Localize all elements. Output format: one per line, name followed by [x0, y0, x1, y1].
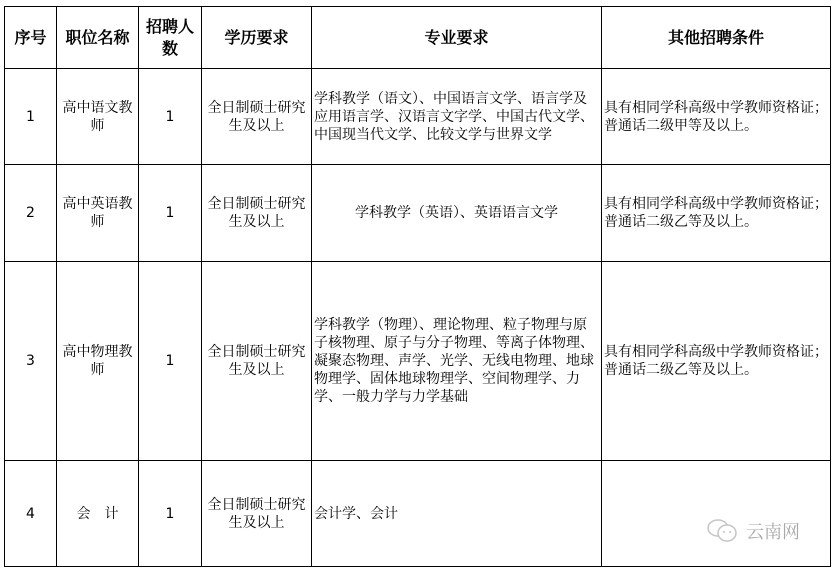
cell-other — [602, 461, 831, 567]
cell-count: 1 — [139, 461, 202, 567]
table-row — [5, 165, 831, 262]
table-row — [5, 69, 831, 165]
cell-no: 4 — [5, 461, 57, 567]
cell-education: 全日制硕士研究生及以上 — [202, 69, 312, 165]
header-major: 专业要求 — [312, 7, 602, 69]
cell-major: 学科教学（英语）、英语语言文学 — [312, 165, 602, 262]
cell-count: 1 — [139, 262, 202, 461]
cell-position: 高中英语教师 — [57, 165, 139, 262]
header-no: 序号 — [5, 7, 57, 69]
cell-no: 2 — [5, 165, 57, 262]
cell-no: 3 — [5, 262, 57, 461]
header-position: 职位名称 — [57, 7, 139, 69]
cell-other: 具有相同学科高级中学教师资格证；普通话二级乙等及以上。 — [602, 262, 831, 461]
watermark-text: 云南网 — [746, 522, 800, 543]
cell-position: 高中物理教师 — [57, 262, 139, 461]
header-education: 学历要求 — [202, 7, 312, 69]
cell-education: 全日制硕士研究生及以上 — [202, 262, 312, 461]
recruitment-table — [4, 6, 831, 567]
cell-education: 全日制硕士研究生及以上 — [202, 165, 312, 262]
cell-major: 学科教学（语文）、中国语言文学、语言学及应用语言学、汉语言文字学、中国古代文学、中国现当代文学、比较文学与世界文学 — [312, 69, 602, 165]
header-row — [5, 7, 831, 69]
cell-major: 学科教学（物理）、理论物理、粒子物理与原子核物理、原子与分子物理、等离子体物理、凝聚态物理、声学、光学、无线电物理、地球物理学、固体地球物理学、空间物理学、力学、一般力学与力学基础 — [312, 262, 602, 461]
cell-count: 1 — [139, 69, 202, 165]
cell-education: 全日制硕士研究生及以上 — [202, 461, 312, 567]
cell-major: 会计学、会计 — [312, 461, 602, 567]
table-row — [5, 262, 831, 461]
table-row — [5, 461, 831, 567]
header-other: 其他招聘条件 — [602, 7, 831, 69]
header-count: 招聘人数 — [139, 7, 202, 69]
cell-other: 具有相同学科高级中学教师资格证；普通话二级乙等及以上。 — [602, 165, 831, 262]
cell-position: 高中语文教师 — [57, 69, 139, 165]
cell-position: 会 计 — [57, 461, 139, 567]
wechat-icon — [706, 518, 740, 544]
cell-count: 1 — [139, 165, 202, 262]
cell-other: 具有相同学科高级中学教师资格证；普通话二级甲等及以上。 — [602, 69, 831, 165]
watermark — [706, 518, 800, 544]
cell-no: 1 — [5, 69, 57, 165]
